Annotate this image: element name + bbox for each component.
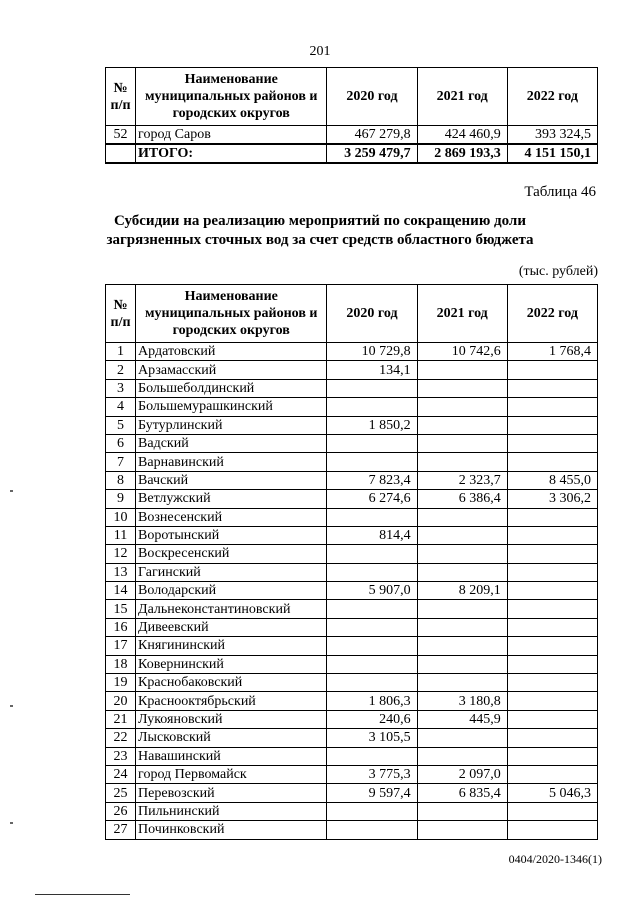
row-index: 5 <box>106 416 136 434</box>
row-index: 1 <box>106 343 136 361</box>
header-2020: 2020 год <box>327 285 417 343</box>
row-value-2022 <box>507 600 597 618</box>
table-row <box>106 361 598 379</box>
row-index: 3 <box>106 379 136 397</box>
total-label: ИТОГО: <box>136 144 327 163</box>
row-value-2022 <box>507 692 597 710</box>
total-value-2022: 4 151 150,1 <box>507 144 597 163</box>
row-name: Вачский <box>136 471 327 489</box>
row-value-2022 <box>507 563 597 581</box>
row-value-2020 <box>327 821 417 839</box>
row-index: 10 <box>106 508 136 526</box>
table-row <box>106 398 598 416</box>
row-value-2020 <box>327 637 417 655</box>
row-value-2022 <box>507 710 597 728</box>
row-value-2022 <box>507 637 597 655</box>
header-index: № п/п <box>106 285 136 343</box>
row-name: Арзамасский <box>136 361 327 379</box>
row-name: Ковернинский <box>136 655 327 673</box>
total-value-2021: 2 869 193,3 <box>417 144 507 163</box>
row-name: Краснооктябрьский <box>136 692 327 710</box>
row-value-2020: 3 775,3 <box>327 765 417 783</box>
row-value-2020: 1 850,2 <box>327 416 417 434</box>
header-2022: 2022 год <box>507 68 597 126</box>
row-value-2021: 424 460,9 <box>417 126 507 145</box>
row-value-2020: 467 279,8 <box>327 126 417 145</box>
row-value-2021 <box>417 655 507 673</box>
table-row <box>106 379 598 397</box>
row-name: Володарский <box>136 582 327 600</box>
page-number: 201 <box>309 44 331 59</box>
row-value-2022 <box>507 729 597 747</box>
row-index: 14 <box>106 582 136 600</box>
row-value-2020: 3 105,5 <box>327 729 417 747</box>
row-value-2022 <box>507 508 597 526</box>
row-value-2021 <box>417 361 507 379</box>
table-row <box>106 674 598 692</box>
row-value-2020 <box>327 379 417 397</box>
row-value-2022 <box>507 545 597 563</box>
table-row <box>106 692 598 710</box>
table-row <box>106 582 598 600</box>
header-2021: 2021 год <box>417 285 507 343</box>
row-name: Дальнеконстантиновский <box>136 600 327 618</box>
table-row <box>106 416 598 434</box>
row-value-2020 <box>327 434 417 452</box>
margin-mark <box>10 822 13 824</box>
table-row <box>106 126 598 145</box>
row-value-2021 <box>417 821 507 839</box>
margin-mark <box>10 490 13 492</box>
row-index: 4 <box>106 398 136 416</box>
row-value-2022 <box>507 526 597 544</box>
row-value-2020 <box>327 600 417 618</box>
row-index: 12 <box>106 545 136 563</box>
row-value-2021 <box>417 379 507 397</box>
row-index: 13 <box>106 563 136 581</box>
row-value-2021 <box>417 416 507 434</box>
row-value-2020 <box>327 802 417 820</box>
header-name: Наименование муниципальных районов и городских округов <box>136 68 327 126</box>
row-value-2021: 445,9 <box>417 710 507 728</box>
row-name: Лысковский <box>136 729 327 747</box>
table-row <box>106 729 598 747</box>
table-row <box>106 545 598 563</box>
row-value-2022: 3 306,2 <box>507 490 597 508</box>
total-value-2020: 3 259 479,7 <box>327 144 417 163</box>
row-value-2022 <box>507 765 597 783</box>
bottom-rule <box>35 894 130 895</box>
row-value-2020 <box>327 747 417 765</box>
row-index: 52 <box>106 126 136 145</box>
row-index: 24 <box>106 765 136 783</box>
row-value-2020: 134,1 <box>327 361 417 379</box>
title-line-2: загрязненных сточных вод за счет средств областного бюджета <box>106 232 534 248</box>
row-index: 16 <box>106 618 136 636</box>
row-value-2021 <box>417 453 507 471</box>
row-value-2021 <box>417 526 507 544</box>
row-index: 20 <box>106 692 136 710</box>
table-row <box>106 471 598 489</box>
row-value-2021 <box>417 802 507 820</box>
row-name: Лукояновский <box>136 710 327 728</box>
header-name: Наименование муниципальных районов и городских округов <box>136 285 327 343</box>
margin-mark <box>10 705 13 707</box>
table-title <box>0 212 640 250</box>
row-value-2021 <box>417 747 507 765</box>
table-row <box>106 637 598 655</box>
row-value-2021: 8 209,1 <box>417 582 507 600</box>
row-value-2020 <box>327 508 417 526</box>
row-name: Починковский <box>136 821 327 839</box>
row-name: Воскресенский <box>136 545 327 563</box>
row-value-2022 <box>507 582 597 600</box>
table-row <box>106 655 598 673</box>
row-name: Вадский <box>136 434 327 452</box>
row-value-2022 <box>507 453 597 471</box>
row-value-2022: 1 768,4 <box>507 343 597 361</box>
row-value-2021: 6 386,4 <box>417 490 507 508</box>
row-value-2021 <box>417 637 507 655</box>
table-row <box>106 710 598 728</box>
row-index: 18 <box>106 655 136 673</box>
row-index: 21 <box>106 710 136 728</box>
row-value-2020 <box>327 545 417 563</box>
table-row <box>106 802 598 820</box>
row-index: 17 <box>106 637 136 655</box>
row-value-2020 <box>327 618 417 636</box>
row-value-2022: 5 046,3 <box>507 784 597 802</box>
row-index: 8 <box>106 471 136 489</box>
row-value-2021 <box>417 434 507 452</box>
row-value-2022 <box>507 821 597 839</box>
row-name: Навашинский <box>136 747 327 765</box>
units-label: (тыс. рублей) <box>518 264 598 279</box>
table-row <box>106 343 598 361</box>
row-name: Гагинский <box>136 563 327 581</box>
row-name: Перевозский <box>136 784 327 802</box>
row-index: 15 <box>106 600 136 618</box>
row-value-2021 <box>417 600 507 618</box>
row-value-2022 <box>507 434 597 452</box>
row-index: 26 <box>106 802 136 820</box>
table-row <box>106 526 598 544</box>
table-row <box>106 600 598 618</box>
row-value-2022 <box>507 655 597 673</box>
row-value-2020: 6 274,6 <box>327 490 417 508</box>
row-value-2020: 814,4 <box>327 526 417 544</box>
row-index: 2 <box>106 361 136 379</box>
row-value-2020 <box>327 398 417 416</box>
row-value-2021: 10 742,6 <box>417 343 507 361</box>
table-label: Таблица 46 <box>524 184 596 200</box>
row-value-2020 <box>327 453 417 471</box>
row-value-2021 <box>417 563 507 581</box>
row-value-2021 <box>417 508 507 526</box>
row-value-2020 <box>327 655 417 673</box>
row-index: 9 <box>106 490 136 508</box>
row-value-2022 <box>507 747 597 765</box>
row-value-2022 <box>507 618 597 636</box>
row-name: город Саров <box>136 126 327 145</box>
table-row <box>106 434 598 452</box>
row-value-2021: 2 323,7 <box>417 471 507 489</box>
row-value-2022 <box>507 379 597 397</box>
continued-table <box>105 67 598 164</box>
row-value-2022 <box>507 802 597 820</box>
row-name: Княгининский <box>136 637 327 655</box>
row-value-2021 <box>417 674 507 692</box>
row-value-2021: 3 180,8 <box>417 692 507 710</box>
row-name: Пильнинский <box>136 802 327 820</box>
table-row <box>106 821 598 839</box>
row-value-2021 <box>417 398 507 416</box>
document-code: 0404/2020-1346(1) <box>508 852 602 866</box>
header-2022: 2022 год <box>507 285 597 343</box>
row-name: Ветлужский <box>136 490 327 508</box>
row-value-2022 <box>507 398 597 416</box>
row-value-2020: 240,6 <box>327 710 417 728</box>
row-value-2021 <box>417 545 507 563</box>
row-name: Варнавинский <box>136 453 327 471</box>
header-2021: 2021 год <box>417 68 507 126</box>
row-value-2022 <box>507 674 597 692</box>
row-index: 23 <box>106 747 136 765</box>
row-name: Большемурашкинский <box>136 398 327 416</box>
row-value-2020: 10 729,8 <box>327 343 417 361</box>
row-value-2021 <box>417 729 507 747</box>
row-value-2020 <box>327 563 417 581</box>
row-value-2022: 393 324,5 <box>507 126 597 145</box>
row-name: Бутурлинский <box>136 416 327 434</box>
row-index: 7 <box>106 453 136 471</box>
subsidies-table <box>105 284 598 840</box>
row-value-2021 <box>417 618 507 636</box>
row-index: 27 <box>106 821 136 839</box>
total-index <box>106 144 136 163</box>
row-index: 19 <box>106 674 136 692</box>
table-row <box>106 563 598 581</box>
table-row <box>106 784 598 802</box>
row-name: Воротынский <box>136 526 327 544</box>
table-row <box>106 453 598 471</box>
row-index: 11 <box>106 526 136 544</box>
row-value-2020: 5 907,0 <box>327 582 417 600</box>
row-value-2022 <box>507 416 597 434</box>
table-row <box>106 747 598 765</box>
row-value-2022 <box>507 361 597 379</box>
table-row <box>106 765 598 783</box>
row-name: Ардатовский <box>136 343 327 361</box>
row-value-2021: 6 835,4 <box>417 784 507 802</box>
row-name: Вознесенский <box>136 508 327 526</box>
row-value-2021: 2 097,0 <box>417 765 507 783</box>
row-index: 25 <box>106 784 136 802</box>
row-value-2020: 9 597,4 <box>327 784 417 802</box>
table-row <box>106 490 598 508</box>
row-value-2020: 7 823,4 <box>327 471 417 489</box>
header-index: № п/п <box>106 68 136 126</box>
table-row <box>106 508 598 526</box>
row-name: Краснобаковский <box>136 674 327 692</box>
table-row <box>106 618 598 636</box>
row-name: город Первомайск <box>136 765 327 783</box>
row-index: 6 <box>106 434 136 452</box>
header-2020: 2020 год <box>327 68 417 126</box>
row-name: Дивеевский <box>136 618 327 636</box>
row-value-2020 <box>327 674 417 692</box>
row-name: Большеболдинский <box>136 379 327 397</box>
title-line-1: Субсидии на реализацию мероприятий по сокращению доли <box>114 213 526 229</box>
row-value-2020: 1 806,3 <box>327 692 417 710</box>
row-value-2022: 8 455,0 <box>507 471 597 489</box>
row-index: 22 <box>106 729 136 747</box>
total-row <box>106 144 598 163</box>
